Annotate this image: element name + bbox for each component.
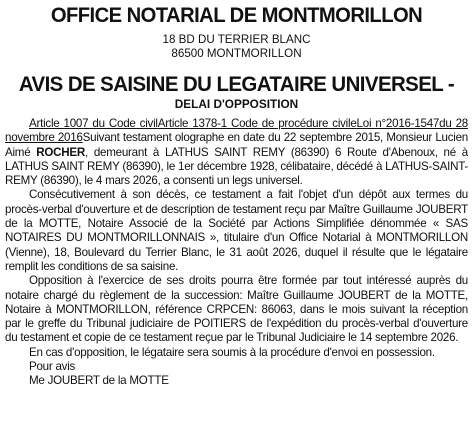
testament-text-after-name: , demeurant à LATHUS SAINT REMY (86390) 6 Route d'Abenoux, né à LATHUS SAINT REMY (86390), le 1er décembre 1928, célibataire, décédé à LATHUS-SAINT-REMY (86390), le 4 mars 2026, a consenti un legs universel. [5, 145, 469, 188]
paragraph-opposition: Opposition à l'exercice de ses droits pourra être formée par tout intéressé auprès du notaire chargé du règlement de la succession: Maître Guillaume JOUBERT de la MOTTE, Notaire à MONTMORILLON, référence CRPCEN: 86063, dans le mois suivant la réception par le greffe du Tribunal judiciaire de POITIERS de l'expédition du procès-verbal d'ouverture du testament et copie de ce testament reçue par le Tribunal Judiciaire le 14 septembre 2026. [5, 274, 468, 345]
office-address-street: 18 BD DU TERRIER BLANC [162, 33, 311, 46]
paragraph-testament [5, 117, 468, 188]
paragraph-envoi-possession: En cas d'opposition, le légataire sera soumis à la procédure d'envoi en possession. [29, 345, 435, 359]
office-address-city: 86500 MONTMORILLON [171, 47, 302, 60]
notice-title: AVIS DE SAISINE DU LEGATAIRE UNIVERSEL - [18, 72, 455, 96]
pour-avis: Pour avis [29, 360, 76, 374]
office-title: OFFICE NOTARIAL DE MONTMORILLON [50, 3, 423, 27]
ref-article-civil: Article 1007 du Code civil [29, 117, 158, 130]
testament-text-before-name: Suivant testament olographe en date du 22 septembre 2015, Monsieur Lucien Aimé [5, 131, 468, 159]
testator-surname: ROCHER [36, 145, 86, 159]
notice-subtitle: DELAI D'OPPOSITION [174, 97, 299, 111]
ref-article-procedure: Article 1378-1 Code de procédure civile [157, 117, 357, 130]
ref-loi: Loi n°2016-1547du 28 novembre 2016 [5, 117, 468, 145]
notice-body [5, 117, 468, 389]
paragraph-depot: Consécutivement à son décès, ce testament a fait l'objet d'un dépôt aux termes du procès-verbal d'ouverture et de description de testament reçu par Maître Guillaume JOUBERT de la MOTTE, Notaire Associé de la Société par Actions Simplifiée dénommée « SAS NOTAIRES DU MONTMORILLONNAIS », titulaire d'un Office Notarial à MONTMORILLON (Vienne), 18, Boulevard du Terrier Blanc, le 31 août 2026, duquel il résulte que le légataire remplit les conditions de sa saisine. [5, 188, 468, 273]
signature: Me JOUBERT de la MOTTE [29, 374, 169, 388]
